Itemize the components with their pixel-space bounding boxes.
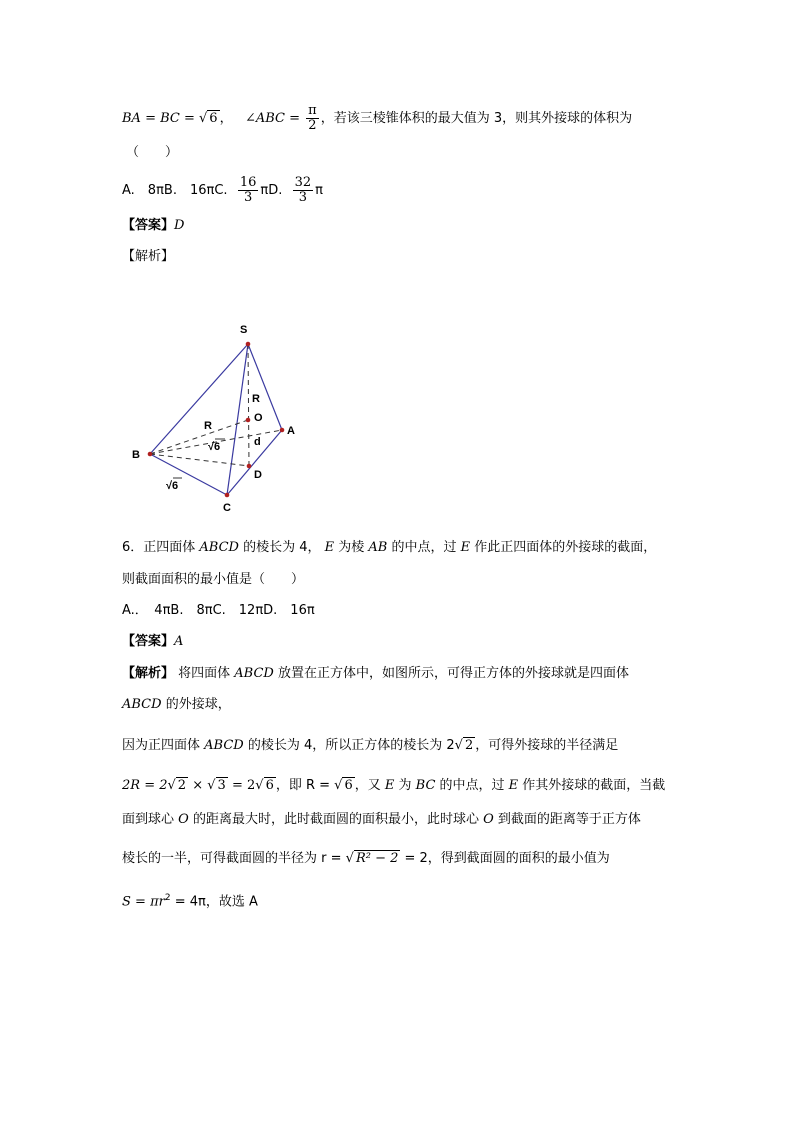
q5-answer: 【答案】D [122,218,185,233]
q5-option-a: A. 8π [122,183,164,198]
edge-sb [150,344,248,454]
q6-option-a: A.． 4π [122,603,171,618]
q6-analysis-line-6: 棱长的一半，可得截面圆的半径为 r = √ R² − 2 = 2，得到截面圆的面积的最小值为 [122,851,610,866]
q5-question-text: ，若该三棱锥体积的最大值为 3，则其外接球的体积为 [320,111,633,126]
q6-option-c: C. 12π [212,603,264,618]
q5-option-c: C. $\frac{16}{3}$ π [214,175,269,205]
label-a: A [287,425,295,437]
q6-option-b: B. 8π [170,603,213,618]
point-c [225,493,230,498]
q6-options [122,601,315,621]
label-d-distance: d [254,436,261,448]
segment-bd-dashed [150,454,249,466]
edge-bc [150,454,227,495]
q6-analysis-line-5: 面到球心 O 的距离最大时，此时截面圆的面积最小，此时球心 O 到截面的距离等于正方体 [122,812,641,827]
q5-option-d: D. $\frac{32}{3}$ π [268,175,323,205]
q5-options [122,176,323,205]
point-b [148,452,153,457]
q6-analysis-line-7: $S = \pi r^2 = 4\pi$，故选 A [122,893,258,910]
q6-analysis-line-3: 因为正四面体 ABCD 的棱长为 4，所以正方体的棱长为 2√ 2 ，可得外接球的半径满足 [122,738,619,753]
label-sqrt6-edge: √6 [166,480,179,492]
label-r-top: R [252,393,260,405]
q6-line-1: 6．正四面体 ABCD 的棱长为 4， E 为棱 AB 的中点，过 E 作此正四面体的外接球的截面， [122,540,657,555]
label-s: S [240,324,248,336]
point-a [280,428,285,433]
q5-option-b: B. 16π [163,183,215,198]
label-b: B [132,449,140,461]
q5-pi-over-2: $\frac{\pi}{2}$ [308,103,317,133]
point-o [246,418,251,423]
segment-sd-dashed [248,344,249,466]
label-r-left: R [204,420,212,432]
point-s [246,342,251,347]
label-sqrt6-inner: √6 [208,441,221,453]
q6-analysis-line-1: 【解析】 将四面体 ABCD 放置在正方体中，如图所示，可得正方体的外接球就是四面体 [122,666,629,681]
edge-sc [227,344,248,495]
point-d [247,464,252,469]
label-d: D [254,469,262,481]
q6-analysis-line-2: ABCD 的外接球， [122,697,231,712]
q5-analysis-label: 【解析】 [122,249,175,264]
tetrahedron-figure [120,318,320,518]
q6-answer: 【答案】A [122,634,184,649]
q5-equal-sides: BA = BC = [122,111,199,126]
q6-option-d: D. 16π [263,603,315,618]
q5-condition-line: BA = BC = √ 6 ， ∠ABC = $\frac{\pi}{2}$ ，若该三棱锥体积的最大值为 3，则其外接球的体积为 [122,103,633,133]
q5-angle: ∠ABC = [244,111,305,126]
label-o: O [254,412,263,424]
q6-analysis-line-4: 2R = 2√ 2 × √ 3 = 2√ 6 ，即 R = √ 6 ，又 E 为 BC 的中点，过 E 作其外接球的截面，当截 [122,778,666,793]
label-c: C [223,502,231,514]
q5-sqrt6: √ 6 [199,111,218,126]
q6-line-2: 则截面面积的最小值是（ ） [122,572,305,587]
q5-paren: （ ） [126,145,179,160]
